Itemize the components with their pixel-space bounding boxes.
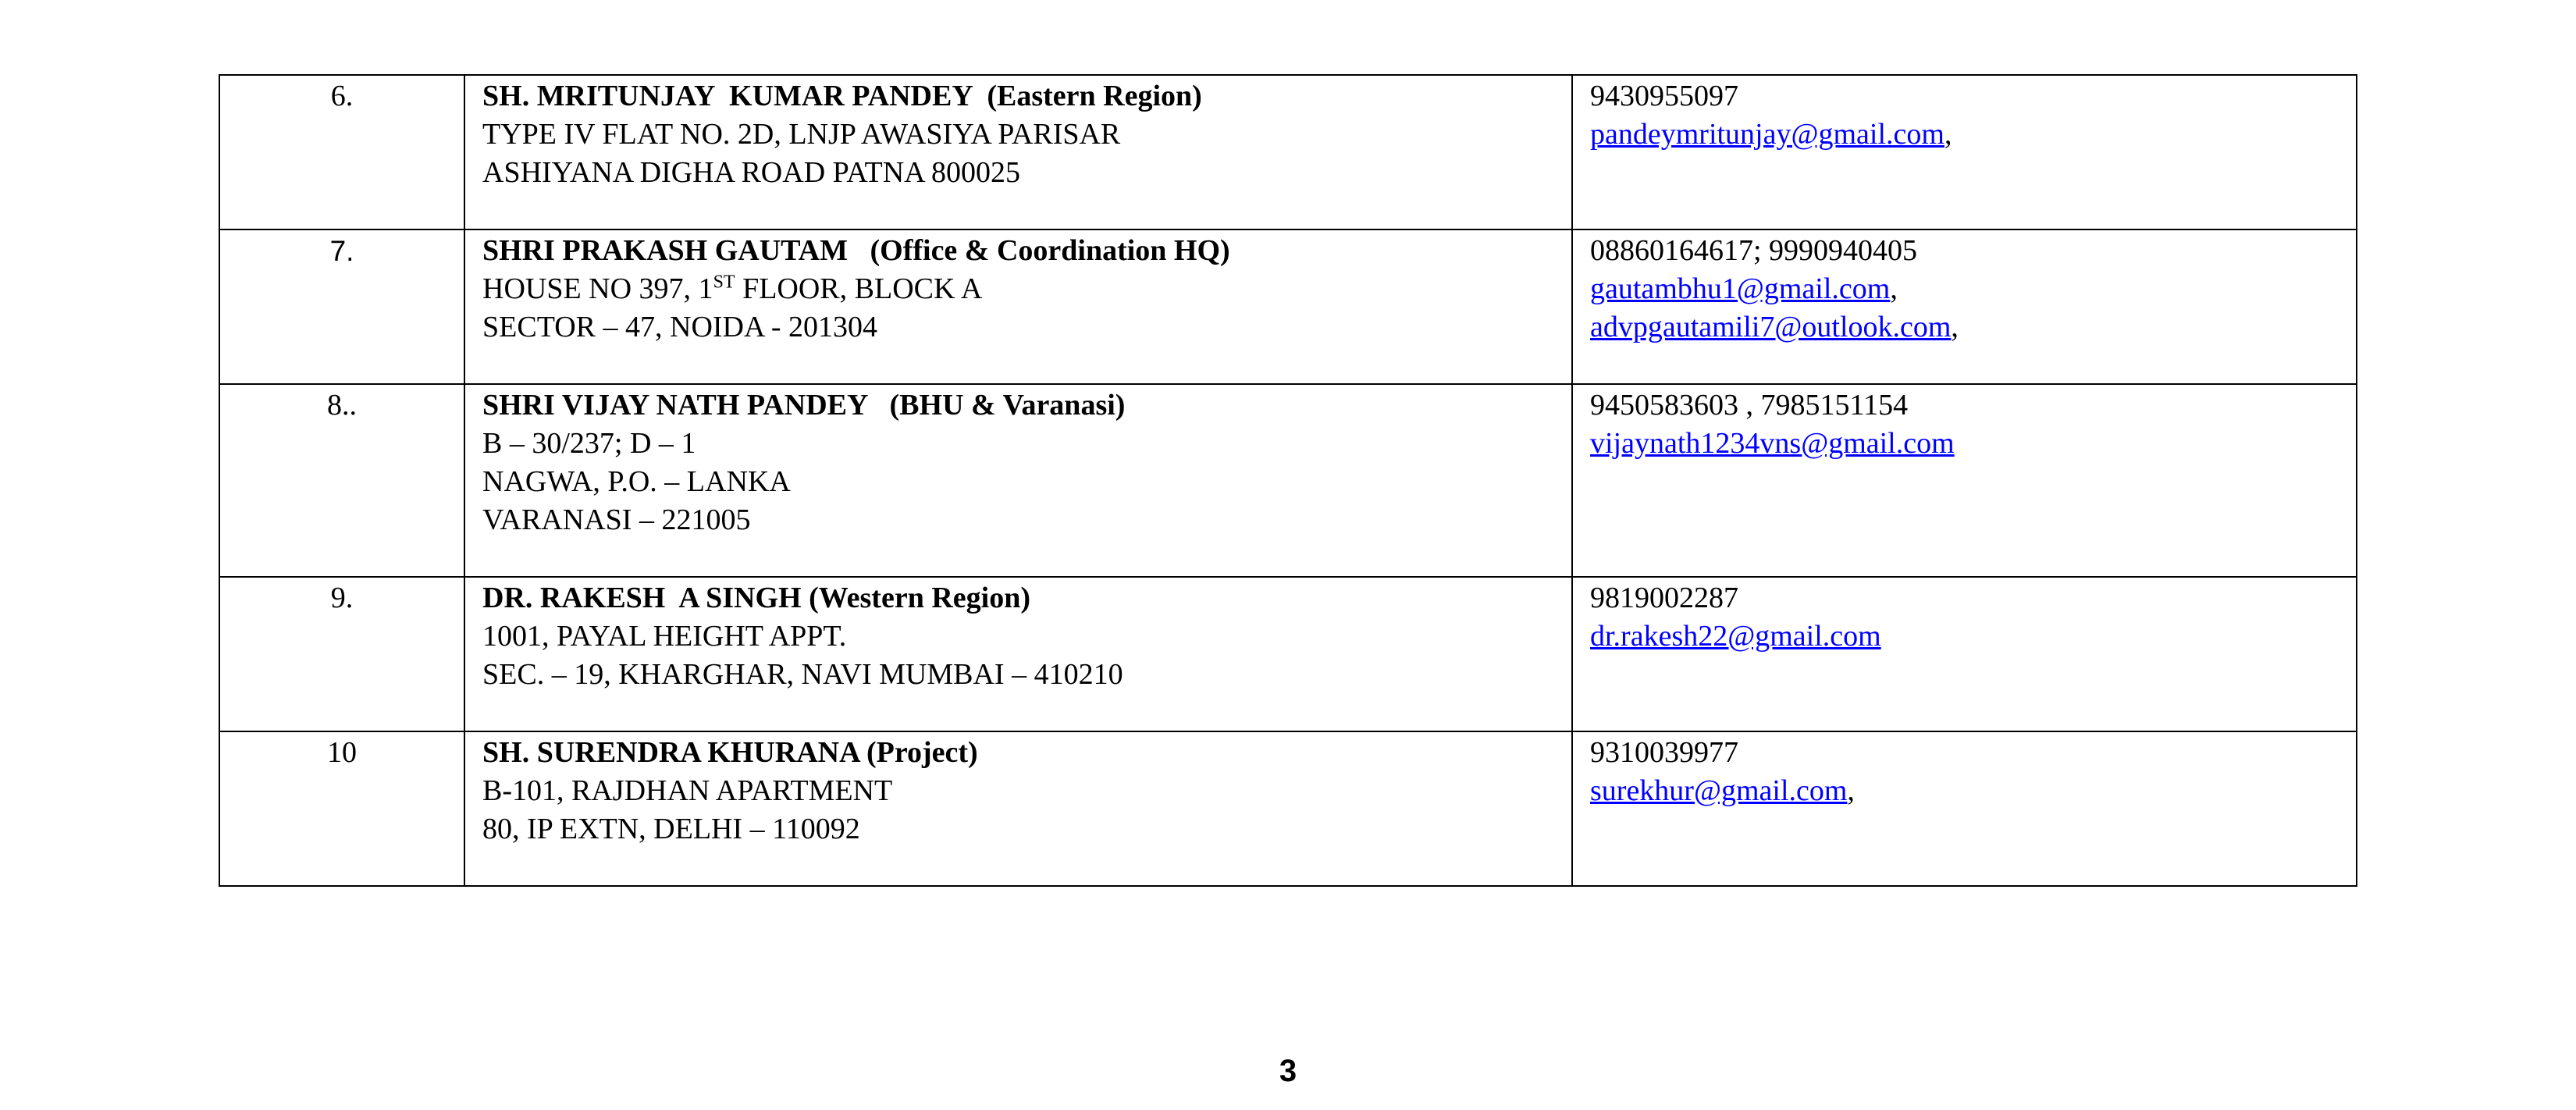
phone-number: 08860164617; 9990940405: [1590, 234, 1918, 267]
address-line: 80, IP EXTN, DELHI – 110092: [482, 813, 860, 845]
email-separator: ,: [1847, 774, 1855, 807]
serial-number: 10: [219, 731, 464, 886]
email-link[interactable]: vijaynath1234vns@gmail.com: [1590, 427, 1955, 460]
address-line: VARANASI – 221005: [482, 503, 751, 536]
serial-number: 6.: [219, 75, 464, 229]
email-link[interactable]: pandeymritunjay@gmail.com: [1590, 118, 1944, 151]
contact-directory-table: [219, 74, 2357, 887]
email-separator: ,: [1890, 272, 1898, 305]
serial-number: 9.: [219, 577, 464, 731]
table-row: [219, 384, 2357, 577]
email-link[interactable]: advpgautamili7@outlook.com: [1590, 311, 1952, 343]
address-line: ASHIYANA DIGHA ROAD PATNA 800025: [482, 156, 1021, 189]
member-name: SH. MRITUNJAY KUMAR PANDEY (Eastern Region): [482, 80, 1202, 112]
address-line: B – 30/237; D – 1: [482, 427, 696, 460]
email-separator: ,: [1944, 118, 1952, 151]
address-line: TYPE IV FLAT NO. 2D, LNJP AWASIYA PARISAR: [482, 118, 1121, 151]
email-link[interactable]: surekhur@gmail.com: [1590, 774, 1848, 807]
address-line: 1001, PAYAL HEIGHT APPT.: [482, 620, 847, 653]
address-line: [482, 270, 1571, 308]
email-link[interactable]: dr.rakesh22@gmail.com: [1590, 620, 1881, 653]
member-name: DR. RAKESH A SINGH (Western Region): [482, 582, 1030, 614]
address-line: B-101, RAJDHAN APARTMENT: [482, 774, 893, 807]
email-separator: ,: [1951, 311, 1959, 343]
contact-cell: [1572, 384, 2357, 577]
member-name: SH. SURENDRA KHURANA (Project): [482, 736, 978, 769]
phone-number: 9819002287: [1590, 582, 1738, 614]
address-line-suffix: FLOOR, BLOCK A: [735, 272, 983, 305]
phone-number: 9450583603 , 7985151154: [1590, 389, 1909, 422]
table-row: [219, 731, 2357, 886]
name-address-cell: [464, 384, 1572, 577]
contact-cell: [1572, 731, 2357, 886]
table-row: [219, 229, 2357, 384]
address-line: NAGWA, P.O. – LANKA: [482, 465, 791, 498]
name-address-cell: [464, 577, 1572, 731]
name-address-cell: [464, 75, 1572, 229]
name-address-cell: [464, 229, 1572, 384]
email-link[interactable]: gautambhu1@gmail.com: [1590, 272, 1891, 305]
address-line: SECTOR – 47, NOIDA - 201304: [482, 311, 877, 343]
ordinal-superscript: ST: [713, 272, 735, 293]
table-row: [219, 577, 2357, 731]
contact-cell: [1572, 229, 2357, 384]
table-row: [219, 75, 2357, 229]
member-name: SHRI PRAKASH GAUTAM (Office & Coordination HQ): [482, 234, 1230, 267]
phone-number: 9310039977: [1590, 736, 1738, 769]
name-address-cell: [464, 731, 1572, 886]
contact-cell: [1572, 577, 2357, 731]
serial-number: 8..: [219, 384, 464, 577]
phone-number: 9430955097: [1590, 80, 1738, 112]
page-number: 3: [1279, 1054, 1297, 1088]
address-line-prefix: HOUSE NO 397, 1: [482, 272, 713, 305]
address-line: SEC. – 19, KHARGHAR, NAVI MUMBAI – 410210: [482, 658, 1123, 691]
contact-cell: [1572, 75, 2357, 229]
member-name: SHRI VIJAY NATH PANDEY (BHU & Varanasi): [482, 389, 1126, 422]
serial-number: 7.: [219, 229, 464, 384]
